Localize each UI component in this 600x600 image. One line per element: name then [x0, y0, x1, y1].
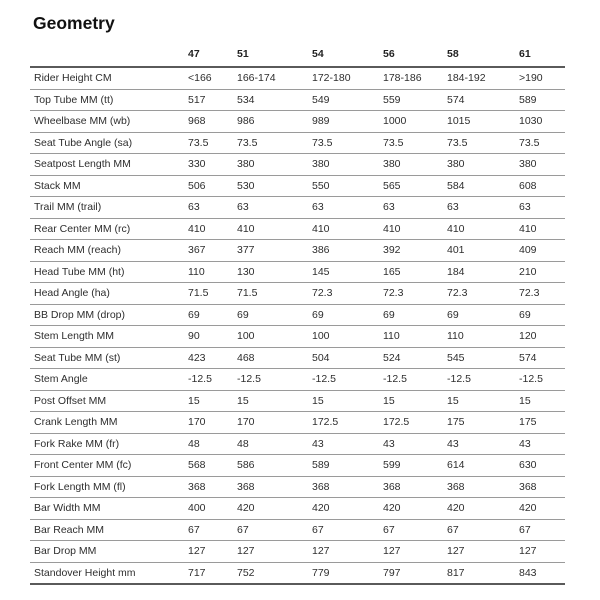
cell-value: -12.5: [188, 369, 237, 391]
cell-value: 165: [383, 261, 447, 283]
size-column-header: 56: [383, 48, 447, 67]
cell-value: 63: [188, 197, 237, 219]
cell-value: 530: [237, 175, 312, 197]
cell-value: 986: [237, 111, 312, 133]
row-label: Bar Width MM: [30, 498, 188, 520]
row-label: Standover Height mm: [30, 562, 188, 584]
cell-value: 1015: [447, 111, 519, 133]
cell-value: 568: [188, 455, 237, 477]
cell-value: 67: [447, 519, 519, 541]
cell-value: 608: [519, 175, 565, 197]
row-label: BB Drop MM (drop): [30, 304, 188, 326]
cell-value: 127: [312, 541, 383, 563]
cell-value: 717: [188, 562, 237, 584]
cell-value: 73.5: [383, 132, 447, 154]
cell-value: 549: [312, 89, 383, 111]
row-label-header: [30, 48, 188, 67]
cell-value: 175: [447, 412, 519, 434]
cell-value: 817: [447, 562, 519, 584]
cell-value: 574: [447, 89, 519, 111]
cell-value: 172.5: [312, 412, 383, 434]
cell-value: 63: [519, 197, 565, 219]
table-row: [30, 455, 565, 477]
cell-value: 72.3: [447, 283, 519, 305]
row-label: Top Tube MM (tt): [30, 89, 188, 111]
cell-value: 392: [383, 240, 447, 262]
cell-value: 184: [447, 261, 519, 283]
cell-value: -12.5: [519, 369, 565, 391]
row-label: Seat Tube Angle (sa): [30, 132, 188, 154]
cell-value: 15: [312, 390, 383, 412]
cell-value: 589: [519, 89, 565, 111]
row-label: Stem Angle: [30, 369, 188, 391]
cell-value: 380: [519, 154, 565, 176]
cell-value: 989: [312, 111, 383, 133]
cell-value: 110: [383, 326, 447, 348]
cell-value: 166-174: [237, 67, 312, 89]
cell-value: 73.5: [188, 132, 237, 154]
cell-value: 15: [188, 390, 237, 412]
cell-value: 400: [188, 498, 237, 520]
row-label: Rear Center MM (rc): [30, 218, 188, 240]
cell-value: 67: [312, 519, 383, 541]
cell-value: 330: [188, 154, 237, 176]
table-row: [30, 154, 565, 176]
table-row: [30, 240, 565, 262]
cell-value: 368: [383, 476, 447, 498]
cell-value: 968: [188, 111, 237, 133]
cell-value: 170: [188, 412, 237, 434]
table-row: [30, 67, 565, 89]
cell-value: 69: [519, 304, 565, 326]
cell-value: 184-192: [447, 67, 519, 89]
cell-value: 43: [519, 433, 565, 455]
cell-value: 368: [237, 476, 312, 498]
row-label: Stem Length MM: [30, 326, 188, 348]
size-header-row: [30, 48, 565, 67]
cell-value: 73.5: [447, 132, 519, 154]
cell-value: 368: [447, 476, 519, 498]
cell-value: 63: [383, 197, 447, 219]
cell-value: 73.5: [312, 132, 383, 154]
cell-value: 170: [237, 412, 312, 434]
table-row: [30, 197, 565, 219]
cell-value: 67: [237, 519, 312, 541]
row-label: Bar Drop MM: [30, 541, 188, 563]
cell-value: 178-186: [383, 67, 447, 89]
cell-value: 409: [519, 240, 565, 262]
cell-value: 380: [447, 154, 519, 176]
cell-value: 67: [383, 519, 447, 541]
cell-value: 559: [383, 89, 447, 111]
cell-value: 420: [312, 498, 383, 520]
table-row: [30, 347, 565, 369]
cell-value: 43: [312, 433, 383, 455]
cell-value: 410: [519, 218, 565, 240]
cell-value: 524: [383, 347, 447, 369]
cell-value: 71.5: [237, 283, 312, 305]
cell-value: 127: [188, 541, 237, 563]
cell-value: 574: [519, 347, 565, 369]
table-row: [30, 433, 565, 455]
table-row: [30, 562, 565, 584]
cell-value: 73.5: [237, 132, 312, 154]
row-label: Front Center MM (fc): [30, 455, 188, 477]
cell-value: 210: [519, 261, 565, 283]
cell-value: 100: [237, 326, 312, 348]
table-row: [30, 218, 565, 240]
row-label: Seat Tube MM (st): [30, 347, 188, 369]
cell-value: -12.5: [447, 369, 519, 391]
row-label: Rider Height CM: [30, 67, 188, 89]
cell-value: 584: [447, 175, 519, 197]
table-row: [30, 326, 565, 348]
table-row: [30, 283, 565, 305]
cell-value: 504: [312, 347, 383, 369]
cell-value: 410: [237, 218, 312, 240]
row-label: Stack MM: [30, 175, 188, 197]
cell-value: 410: [188, 218, 237, 240]
cell-value: 380: [312, 154, 383, 176]
cell-value: 386: [312, 240, 383, 262]
cell-value: 380: [383, 154, 447, 176]
row-label: Head Tube MM (ht): [30, 261, 188, 283]
table-row: [30, 412, 565, 434]
cell-value: 779: [312, 562, 383, 584]
cell-value: 145: [312, 261, 383, 283]
page-title: Geometry: [33, 13, 115, 33]
cell-value: 69: [383, 304, 447, 326]
cell-value: 130: [237, 261, 312, 283]
cell-value: 127: [447, 541, 519, 563]
cell-value: 367: [188, 240, 237, 262]
cell-value: 15: [519, 390, 565, 412]
size-column-header: 51: [237, 48, 312, 67]
cell-value: -12.5: [383, 369, 447, 391]
table-row: [30, 519, 565, 541]
cell-value: 589: [312, 455, 383, 477]
geometry-table: [30, 48, 565, 585]
row-label: Trail MM (trail): [30, 197, 188, 219]
cell-value: 43: [447, 433, 519, 455]
table-row: [30, 132, 565, 154]
cell-value: 69: [188, 304, 237, 326]
size-column-header: 47: [188, 48, 237, 67]
cell-value: 410: [383, 218, 447, 240]
cell-value: 565: [383, 175, 447, 197]
row-label: Seatpost Length MM: [30, 154, 188, 176]
cell-value: -12.5: [237, 369, 312, 391]
cell-value: 797: [383, 562, 447, 584]
cell-value: 550: [312, 175, 383, 197]
cell-value: 69: [447, 304, 519, 326]
cell-value: 599: [383, 455, 447, 477]
cell-value: 67: [519, 519, 565, 541]
cell-value: 73.5: [519, 132, 565, 154]
row-label: Head Angle (ha): [30, 283, 188, 305]
cell-value: 63: [237, 197, 312, 219]
cell-value: 90: [188, 326, 237, 348]
cell-value: 43: [383, 433, 447, 455]
table-row: [30, 261, 565, 283]
table-row: [30, 476, 565, 498]
cell-value: -12.5: [312, 369, 383, 391]
row-label: Bar Reach MM: [30, 519, 188, 541]
cell-value: 410: [312, 218, 383, 240]
row-label: Fork Rake MM (fr): [30, 433, 188, 455]
table-row: [30, 89, 565, 111]
table-row: [30, 498, 565, 520]
cell-value: 110: [447, 326, 519, 348]
cell-value: 100: [312, 326, 383, 348]
cell-value: 71.5: [188, 283, 237, 305]
cell-value: 48: [188, 433, 237, 455]
cell-value: 1030: [519, 111, 565, 133]
size-column-header: 58: [447, 48, 519, 67]
cell-value: 120: [519, 326, 565, 348]
cell-value: 377: [237, 240, 312, 262]
cell-value: 15: [383, 390, 447, 412]
cell-value: 15: [447, 390, 519, 412]
row-label: Crank Length MM: [30, 412, 188, 434]
table-row: [30, 175, 565, 197]
cell-value: 368: [519, 476, 565, 498]
cell-value: 420: [447, 498, 519, 520]
row-label: Post Offset MM: [30, 390, 188, 412]
cell-value: 67: [188, 519, 237, 541]
row-label: Wheelbase MM (wb): [30, 111, 188, 133]
cell-value: 63: [447, 197, 519, 219]
cell-value: 69: [312, 304, 383, 326]
cell-value: 614: [447, 455, 519, 477]
size-column-header: 61: [519, 48, 565, 67]
cell-value: 423: [188, 347, 237, 369]
cell-value: 401: [447, 240, 519, 262]
table-row: [30, 390, 565, 412]
cell-value: 843: [519, 562, 565, 584]
cell-value: 127: [383, 541, 447, 563]
cell-value: 172-180: [312, 67, 383, 89]
cell-value: 368: [188, 476, 237, 498]
table-row: [30, 304, 565, 326]
cell-value: 72.3: [519, 283, 565, 305]
table-row: [30, 541, 565, 563]
cell-value: 586: [237, 455, 312, 477]
row-label: Reach MM (reach): [30, 240, 188, 262]
cell-value: 506: [188, 175, 237, 197]
cell-value: 420: [519, 498, 565, 520]
cell-value: 127: [519, 541, 565, 563]
cell-value: <166: [188, 67, 237, 89]
cell-value: 72.3: [312, 283, 383, 305]
cell-value: 72.3: [383, 283, 447, 305]
cell-value: 380: [237, 154, 312, 176]
cell-value: 517: [188, 89, 237, 111]
cell-value: 534: [237, 89, 312, 111]
cell-value: 172.5: [383, 412, 447, 434]
cell-value: 1000: [383, 111, 447, 133]
cell-value: 630: [519, 455, 565, 477]
cell-value: 63: [312, 197, 383, 219]
cell-value: >190: [519, 67, 565, 89]
geometry-table-body: [30, 67, 565, 584]
cell-value: 127: [237, 541, 312, 563]
cell-value: 69: [237, 304, 312, 326]
cell-value: 15: [237, 390, 312, 412]
table-row: [30, 369, 565, 391]
cell-value: 175: [519, 412, 565, 434]
cell-value: 420: [237, 498, 312, 520]
cell-value: 468: [237, 347, 312, 369]
cell-value: 420: [383, 498, 447, 520]
cell-value: 110: [188, 261, 237, 283]
cell-value: 410: [447, 218, 519, 240]
cell-value: 545: [447, 347, 519, 369]
table-row: [30, 111, 565, 133]
size-column-header: 54: [312, 48, 383, 67]
cell-value: 368: [312, 476, 383, 498]
row-label: Fork Length MM (fl): [30, 476, 188, 498]
cell-value: 752: [237, 562, 312, 584]
cell-value: 48: [237, 433, 312, 455]
